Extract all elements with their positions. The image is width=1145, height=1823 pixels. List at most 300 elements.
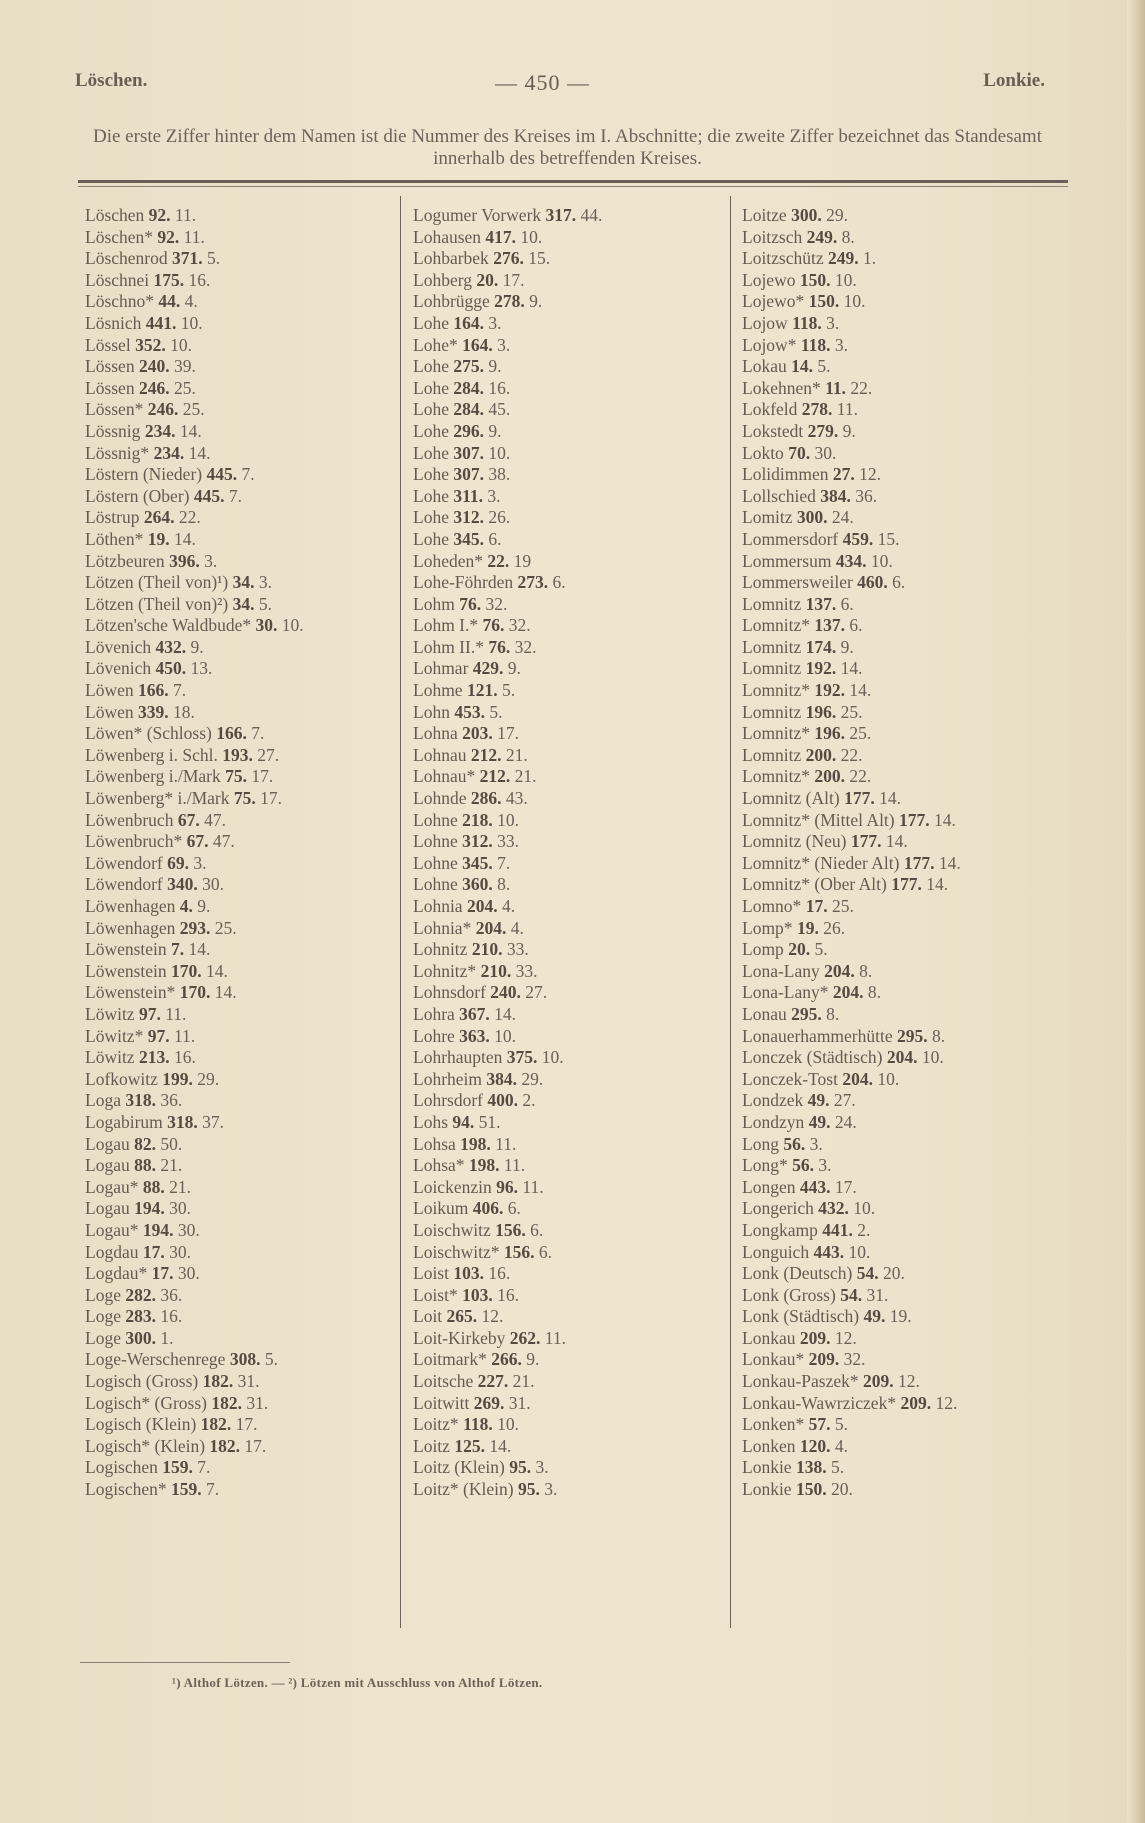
standesamt-number: 5.	[489, 701, 503, 722]
index-entry	[742, 1090, 961, 1112]
index-entry	[85, 874, 304, 896]
index-entry	[413, 594, 602, 616]
standesamt-number: 3.	[488, 312, 502, 333]
kreis-number: 34.	[232, 572, 255, 593]
kreis-number: 192.	[814, 680, 846, 701]
place-name: Lomno*	[742, 896, 802, 916]
standesamt-number: 10.	[497, 1414, 519, 1435]
place-name: Löschen*	[85, 226, 154, 247]
index-entry	[85, 227, 304, 249]
index-entry	[413, 810, 602, 832]
standesamt-number: 14.	[206, 960, 228, 981]
standesamt-number: 22.	[850, 377, 873, 398]
standesamt-number: 8.	[867, 982, 881, 1003]
standesamt-number: 16.	[160, 1306, 183, 1327]
kreis-number: 196.	[805, 701, 837, 722]
index-entry	[413, 788, 602, 810]
index-entry	[413, 874, 602, 896]
index-entry	[413, 982, 602, 1004]
kreis-number: 340.	[167, 874, 198, 895]
kreis-number: 20.	[788, 939, 811, 960]
kreis-number: 177.	[850, 831, 882, 852]
place-name: Lövenich	[85, 636, 152, 657]
standesamt-number: 32.	[843, 1349, 866, 1370]
kreis-number: 54.	[840, 1284, 863, 1305]
standesamt-number: 11.	[503, 1155, 526, 1176]
kreis-number: 54.	[856, 1263, 879, 1284]
standesamt-number: 12.	[898, 1371, 920, 1392]
place-name: Lomnitz*	[742, 680, 811, 701]
place-name: Löwenberg i./Mark	[85, 766, 221, 787]
index-entry	[85, 1134, 304, 1156]
place-name: Löwendorf	[85, 874, 163, 895]
place-name: Lonk (Städtisch)	[742, 1306, 860, 1327]
index-entry	[413, 1004, 602, 1026]
kreis-number: 17.	[805, 896, 828, 916]
standesamt-number: 30.	[177, 1263, 200, 1284]
index-entry	[413, 723, 602, 745]
place-name: Löstern (Nieder)	[85, 464, 203, 485]
standesamt-number: 33.	[497, 831, 519, 852]
index-entry	[85, 1263, 304, 1285]
kreis-number: 170.	[179, 982, 211, 1003]
index-entry	[413, 1047, 602, 1069]
index-entry	[85, 421, 304, 443]
index-entry	[85, 831, 304, 853]
standesamt-number: 2.	[522, 1090, 536, 1111]
index-entry	[413, 1155, 602, 1177]
index-entry	[85, 637, 304, 659]
place-name: Lommersum	[742, 550, 832, 571]
standesamt-number: 9.	[488, 420, 502, 441]
kreis-number: 212.	[470, 744, 502, 765]
index-entry	[85, 810, 304, 832]
kreis-number: 92.	[148, 205, 171, 225]
standesamt-number: 5.	[258, 593, 272, 614]
index-entry	[85, 1285, 304, 1307]
place-name: Lojow*	[742, 334, 797, 355]
index-column-3	[742, 205, 961, 1501]
index-entry	[413, 464, 602, 486]
index-entry	[742, 1134, 961, 1156]
standesamt-number: 10.	[843, 291, 866, 312]
place-name: Lohnia	[413, 896, 463, 916]
kreis-number: 44.	[158, 291, 181, 312]
place-name: Lohe	[413, 485, 449, 506]
kreis-number: 192.	[805, 658, 837, 679]
standesamt-number: 31.	[246, 1392, 269, 1413]
standesamt-number: 3.	[497, 334, 511, 355]
standesamt-number: 26.	[488, 507, 511, 528]
place-name: Lohnitz*	[413, 960, 477, 981]
index-entry	[742, 356, 961, 378]
place-name: Logischen*	[85, 1479, 167, 1500]
place-name: Lohe	[413, 507, 449, 528]
standesamt-number: 32.	[508, 615, 531, 636]
standesamt-number: 9.	[197, 896, 211, 916]
place-name: Lohne	[413, 831, 458, 852]
kreis-number: 300.	[796, 507, 828, 528]
kreis-number: 70.	[788, 442, 811, 463]
standesamt-number: 14.	[173, 528, 196, 549]
standesamt-number: 10.	[870, 550, 893, 571]
kreis-number: 194.	[134, 1198, 165, 1219]
kreis-number: 30.	[255, 615, 278, 636]
index-entry	[85, 1090, 304, 1112]
place-name: Lona-Lany*	[742, 982, 829, 1003]
kreis-number: 92.	[157, 226, 180, 247]
place-name: Lohe	[413, 312, 449, 333]
intro-note: Die erste Ziffer hinter dem Namen ist die Nummer des Kreises im I. Abschnitte; die zweite Ziffer bezeichnet das Standesamt innerhalb des betreffenden Kreises.	[93, 126, 1042, 169]
place-name: Löwenbruch	[85, 809, 174, 830]
kreis-number: 56.	[783, 1133, 806, 1154]
place-name: Lohmar	[413, 658, 469, 679]
place-name: Lohe	[413, 356, 449, 377]
standesamt-number: 25.	[214, 917, 237, 938]
index-entry	[413, 1393, 602, 1415]
place-name: Lonkau*	[742, 1349, 805, 1370]
kreis-number: 200.	[805, 744, 837, 765]
place-name: Löwen	[85, 701, 134, 722]
kreis-number: 182.	[202, 1371, 234, 1392]
standesamt-number: 21.	[160, 1155, 183, 1176]
index-entry	[85, 918, 304, 940]
standesamt-number: 5.	[830, 1457, 845, 1478]
place-name: Loitzsch	[742, 226, 803, 247]
place-name: Lonkau-Paszek*	[742, 1371, 859, 1392]
kreis-number: 246.	[147, 399, 179, 420]
place-name: Lokehnen*	[742, 377, 821, 398]
index-entry	[742, 615, 961, 637]
index-entry	[85, 939, 304, 961]
standesamt-number: 24.	[831, 507, 854, 528]
index-entry	[413, 1479, 602, 1501]
standesamt-number: 24.	[834, 1111, 857, 1132]
place-name: Lohn	[413, 701, 450, 722]
running-header	[75, 70, 1045, 100]
standesamt-number: 10.	[497, 809, 519, 830]
standesamt-number: 10.	[180, 312, 203, 333]
kreis-number: 199.	[162, 1068, 193, 1089]
index-entry	[742, 680, 961, 702]
index-entry	[413, 1090, 602, 1112]
index-entry	[413, 1134, 602, 1156]
standesamt-number: 7.	[241, 464, 255, 485]
index-entry	[742, 1263, 961, 1285]
standesamt-number: 31.	[237, 1371, 260, 1392]
standesamt-number: 25.	[173, 377, 196, 398]
standesamt-number: 5.	[207, 248, 221, 269]
standesamt-number: 9.	[526, 1349, 540, 1370]
kreis-number: 249.	[806, 226, 838, 247]
kreis-number: 443.	[799, 1176, 831, 1197]
place-name: Lohe	[413, 377, 449, 398]
index-entry	[85, 853, 304, 875]
index-entry	[742, 399, 961, 421]
index-entry	[742, 248, 961, 270]
index-entry	[85, 205, 304, 227]
standesamt-number: 19	[513, 550, 532, 571]
index-entry	[85, 982, 304, 1004]
index-entry	[413, 1242, 602, 1264]
standesamt-number: 5.	[817, 356, 831, 377]
index-entry	[742, 486, 961, 508]
index-entry	[742, 766, 961, 788]
index-entry	[413, 961, 602, 983]
place-name: Löwenstein	[85, 939, 167, 960]
place-name: Löstrup	[85, 507, 140, 528]
place-name: Lohbarbek	[413, 248, 489, 269]
index-entry	[742, 1112, 961, 1134]
place-name: Löschno*	[85, 291, 155, 312]
kreis-number: 121.	[466, 680, 498, 701]
kreis-number: 118.	[463, 1414, 493, 1435]
index-entry	[413, 637, 602, 659]
index-entry	[413, 399, 602, 421]
place-name: Lohnia*	[413, 917, 472, 938]
standesamt-number: 29.	[521, 1068, 544, 1089]
place-name: Long	[742, 1133, 779, 1154]
kreis-number: 269.	[473, 1392, 505, 1413]
index-entry	[413, 1371, 602, 1393]
place-name: Logdau*	[85, 1263, 148, 1284]
standesamt-number: 16.	[173, 1047, 196, 1068]
kreis-number: 375.	[506, 1047, 538, 1068]
place-name: Löschenrod	[85, 248, 168, 269]
place-name: Lomnitz* (Nieder Alt)	[742, 852, 900, 873]
kreis-number: 11.	[825, 377, 847, 398]
kreis-number: 249.	[828, 248, 859, 269]
index-entry	[742, 982, 961, 1004]
standesamt-number: 12.	[859, 464, 882, 485]
kreis-number: 318.	[167, 1111, 198, 1132]
place-name: Lofkowitz	[85, 1068, 158, 1089]
place-name: Lohberg	[413, 269, 472, 290]
standesamt-number: 31.	[866, 1284, 889, 1305]
kreis-number: 95.	[509, 1457, 532, 1478]
place-name: Lötzbeuren	[85, 550, 165, 571]
index-entry	[413, 335, 602, 357]
standesamt-number: 21.	[512, 1371, 535, 1392]
standesamt-number: 7.	[228, 485, 242, 506]
standesamt-number: 39.	[173, 356, 196, 377]
kreis-number: 345.	[453, 528, 484, 549]
index-entry	[85, 486, 304, 508]
kreis-number: 76.	[482, 615, 505, 636]
page-edge	[1127, 0, 1145, 1823]
standesamt-number: 15.	[877, 528, 900, 549]
index-entry	[742, 291, 961, 313]
kreis-number: 194.	[142, 1219, 174, 1240]
kreis-number: 150.	[808, 291, 840, 312]
index-entry	[85, 1349, 304, 1371]
index-entry	[413, 1306, 602, 1328]
standesamt-number: 14.	[494, 1003, 517, 1024]
place-name: Logisch* (Klein)	[85, 1435, 206, 1456]
kreis-number: 118.	[800, 334, 831, 355]
standesamt-number: 3.	[809, 1133, 823, 1154]
kreis-number: 204.	[466, 896, 498, 916]
place-name: Lössnig	[85, 420, 141, 441]
standesamt-number: 4.	[501, 896, 516, 916]
standesamt-number: 14.	[938, 852, 961, 873]
standesamt-number: 29.	[826, 205, 848, 225]
place-name: Loitsche	[413, 1371, 474, 1392]
place-name: Löwenberg i. Schl.	[85, 744, 218, 765]
kreis-number: 204.	[886, 1047, 918, 1068]
kreis-number: 432.	[155, 636, 187, 657]
place-name: Loheden*	[413, 550, 483, 571]
index-entry	[742, 1393, 961, 1415]
index-entry	[85, 1004, 304, 1026]
standesamt-number: 17.	[251, 766, 274, 787]
place-name: Löwitz	[85, 1047, 135, 1068]
place-name: Löwitz*	[85, 1025, 144, 1046]
kreis-number: 95.	[517, 1479, 540, 1500]
standesamt-number: 17.	[502, 269, 525, 290]
index-entry	[85, 529, 304, 551]
index-column-2	[413, 205, 602, 1501]
place-name: Lohne	[413, 809, 458, 830]
index-entry	[742, 723, 961, 745]
kreis-number: 417.	[485, 226, 517, 247]
standesamt-number: 47.	[212, 831, 235, 852]
standesamt-number: 14.	[840, 658, 863, 679]
kreis-number: 204.	[842, 1068, 873, 1089]
kreis-number: 264.	[143, 507, 175, 528]
standesamt-number: 44.	[580, 205, 603, 225]
place-name: Lohrheim	[413, 1068, 483, 1089]
index-entry	[85, 723, 304, 745]
kreis-number: 459.	[842, 528, 874, 549]
standesamt-number: 10.	[848, 1241, 871, 1262]
standesamt-number: 36.	[855, 485, 878, 506]
index-entry	[413, 1285, 602, 1307]
place-name: Lössel	[85, 334, 131, 355]
place-name: Logau	[85, 1133, 130, 1154]
standesamt-number: 9.	[507, 658, 521, 679]
right-catchword: Lonkie.	[983, 70, 1045, 91]
place-name: Lötzen (Theil von)¹)	[85, 572, 229, 593]
kreis-number: 159.	[171, 1479, 202, 1500]
place-name: Lohre	[413, 1025, 455, 1046]
standesamt-number: 21.	[505, 744, 528, 765]
place-name: Lohe-Föhrden	[413, 572, 514, 593]
place-name: Lomnitz	[742, 636, 802, 657]
kreis-number: 266.	[491, 1349, 522, 1370]
kreis-number: 441.	[145, 312, 177, 333]
place-name: Löwenstein*	[85, 982, 176, 1003]
kreis-number: 96.	[496, 1176, 518, 1197]
place-name: Logisch (Klein)	[85, 1414, 197, 1435]
kreis-number: 262.	[509, 1327, 541, 1348]
place-name: Lohsa*	[413, 1155, 465, 1176]
standesamt-number: 6.	[530, 1219, 544, 1240]
kreis-number: 273.	[517, 572, 549, 593]
index-entry	[413, 507, 602, 529]
standesamt-number: 7.	[497, 852, 511, 873]
standesamt-number: 10.	[877, 1068, 900, 1089]
standesamt-number: 20.	[830, 1479, 853, 1500]
kreis-number: 400.	[487, 1090, 518, 1111]
place-name: Lohe*	[413, 334, 458, 355]
kreis-number: 284.	[453, 377, 484, 398]
kreis-number: 384.	[486, 1068, 518, 1089]
kreis-number: 204.	[475, 917, 507, 938]
standesamt-number: 20.	[882, 1263, 905, 1284]
standesamt-number: 25.	[840, 701, 863, 722]
index-entry	[85, 1414, 304, 1436]
standesamt-number: 11.	[544, 1327, 566, 1348]
kreis-number: 210.	[480, 960, 512, 981]
index-entry	[742, 1306, 961, 1328]
standesamt-number: 18.	[172, 701, 195, 722]
standesamt-number: 3.	[193, 852, 207, 873]
standesamt-number: 8.	[497, 874, 511, 895]
standesamt-number: 6.	[840, 593, 854, 614]
index-entry	[85, 1328, 304, 1350]
index-entry	[85, 464, 304, 486]
kreis-number: 429.	[472, 658, 504, 679]
kreis-number: 56.	[792, 1155, 814, 1176]
standesamt-number: 32.	[485, 593, 508, 614]
place-name: Loga	[85, 1090, 121, 1111]
kreis-number: 182.	[211, 1392, 242, 1413]
kreis-number: 246.	[138, 377, 170, 398]
index-entry	[413, 1198, 602, 1220]
standesamt-number: 3.	[258, 572, 272, 593]
place-name: Loitzschütz	[742, 248, 824, 269]
place-name: Loitz*	[413, 1414, 459, 1435]
place-name: Loge	[85, 1327, 121, 1348]
kreis-number: 203.	[462, 723, 493, 744]
index-entry	[742, 637, 961, 659]
standesamt-number: 10.	[488, 442, 511, 463]
index-entry	[742, 507, 961, 529]
standesamt-number: 17.	[235, 1414, 258, 1435]
place-name: Loitze	[742, 205, 787, 225]
place-name: Lohm II.*	[413, 636, 484, 657]
place-name: Löwendorf	[85, 852, 163, 873]
place-name: Lokau	[742, 356, 787, 377]
kreis-number: 182.	[209, 1435, 241, 1456]
kreis-number: 276.	[493, 248, 524, 269]
kreis-number: 97.	[147, 1025, 170, 1046]
place-name: Lonkie	[742, 1479, 792, 1500]
standesamt-number: 6.	[488, 528, 502, 549]
place-name: Lohe	[413, 464, 449, 485]
standesamt-number: 21.	[514, 766, 537, 787]
place-name: Longerich	[742, 1198, 814, 1219]
place-name: Lomnitz*	[742, 615, 811, 636]
index-entry	[413, 896, 602, 918]
index-entry	[85, 1026, 304, 1048]
index-entry	[742, 205, 961, 227]
index-entry	[742, 1242, 961, 1264]
standesamt-number: 51.	[478, 1111, 501, 1132]
standesamt-number: 5.	[834, 1414, 848, 1435]
standesamt-number: 43.	[505, 788, 528, 809]
standesamt-number: 11.	[165, 1003, 187, 1024]
standesamt-number: 6.	[507, 1198, 521, 1219]
place-name: Loge	[85, 1306, 121, 1327]
standesamt-number: 32.	[514, 636, 537, 657]
place-name: Löstern (Ober)	[85, 485, 190, 506]
standesamt-number: 30.	[169, 1198, 191, 1219]
place-name: Lössen	[85, 377, 135, 398]
place-name: Lohne	[413, 874, 458, 895]
place-name: Lohme	[413, 680, 463, 701]
